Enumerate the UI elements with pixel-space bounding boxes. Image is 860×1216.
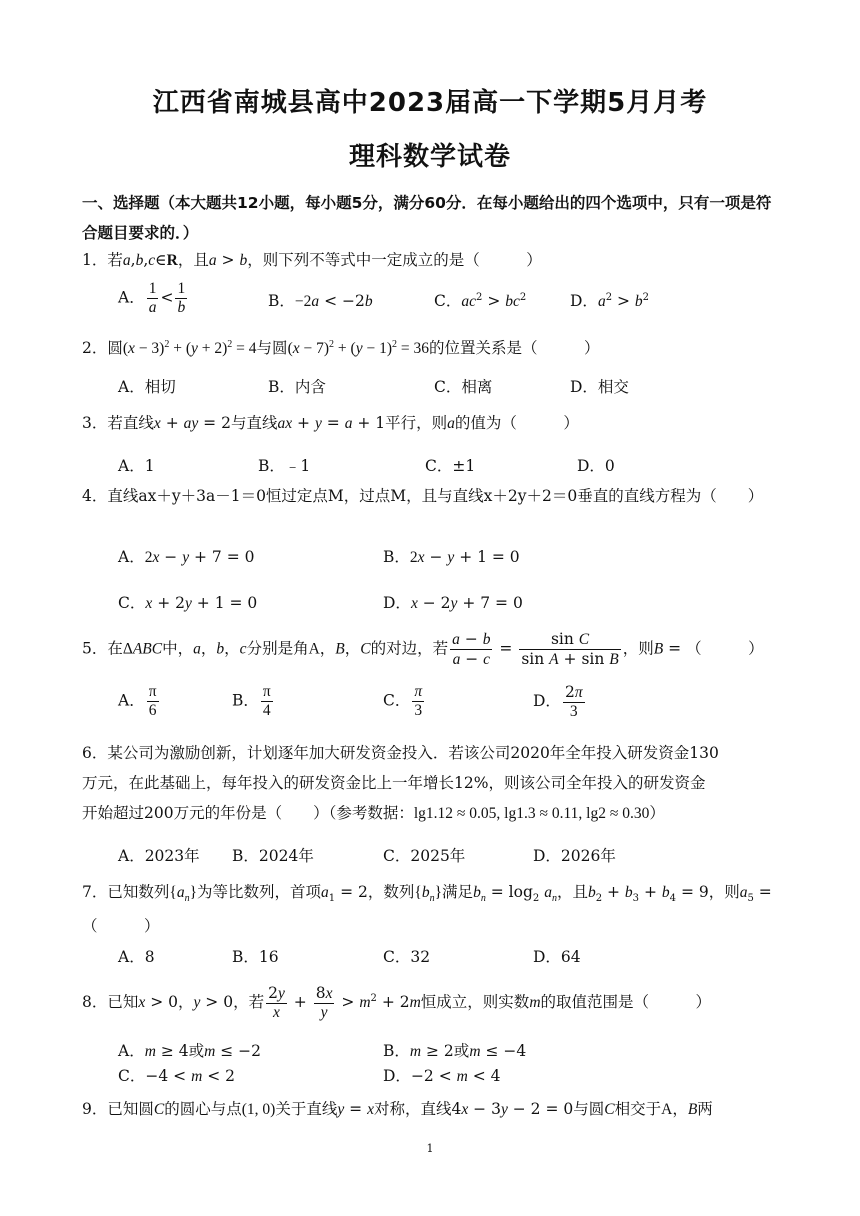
q7-option-a: A．8 bbox=[118, 948, 155, 966]
q6-option-b: B．2024年 bbox=[232, 847, 314, 865]
q5-option-b: B． $\frac{\pi}{4}$ bbox=[232, 683, 271, 719]
exam-title: 江西省南城县高中2023届高一下学期5月月考 bbox=[152, 88, 708, 118]
q8-option-c: C．−4 < m < 2 bbox=[118, 1067, 235, 1085]
question-4: 4．直线ax＋y＋3a－1＝0恒过定点M，过点M，且与直线x＋2y＋2＝0垂直的直线方程为（ ） bbox=[82, 487, 764, 505]
q8-option-a: A．m ≥ 4或m ≤ −2 bbox=[118, 1042, 262, 1060]
q1-option-a: A． $\frac{1}{a}$ < $\frac{1}{b}$ bbox=[118, 280, 186, 316]
q2-option-c: C．相离 bbox=[434, 378, 493, 396]
q4-option-b: B．2x − y + 1 = 0 bbox=[383, 548, 520, 566]
q6-option-a: A．2023年 bbox=[118, 847, 200, 865]
q6-option-c: C．2025年 bbox=[383, 847, 466, 865]
q5-option-c: C． $\frac{\pi}{3}$ bbox=[383, 683, 423, 719]
q8-option-d: D．−2 < m < 4 bbox=[383, 1067, 501, 1085]
question-6-line-2: 万元，在此基础上，每年投入的研发资金比上一年增长12%，则该公司全年投入的研发资金 bbox=[82, 774, 706, 792]
q5-option-a: A． $\frac{\pi}{6}$ bbox=[118, 683, 157, 719]
exam-subtitle: 理科数学试卷 bbox=[348, 142, 511, 172]
q4-option-d: D．x − 2y + 7 = 0 bbox=[383, 594, 523, 612]
q8-option-b: B．m ≥ 2或m ≤ −4 bbox=[383, 1042, 527, 1060]
question-5: 5．在ΔABC中，a，b，c分别是角A，B，C的对边，若 $\frac{a - b}{a - c}$ = $\frac{\text{sin C}}{\text{sin A + sin B}}$ ，则B = （ ） bbox=[82, 630, 764, 668]
question-7-paren: （ ） bbox=[82, 917, 160, 935]
q5-option-d: D． $\frac{2\pi}{3}$ bbox=[533, 683, 583, 720]
q7-option-d: D．64 bbox=[533, 948, 581, 966]
q2-option-d: D．相交 bbox=[570, 378, 629, 396]
q2-option-a: A．相切 bbox=[118, 378, 176, 396]
q3-option-a: A．1 bbox=[118, 457, 155, 475]
q4-option-a: A．2x − y + 7 = 0 bbox=[118, 548, 255, 566]
q7-option-c: C．32 bbox=[383, 948, 431, 966]
question-6-line-3: 开始超过200万元的年份是（ ）（参考数据：lg1.12 ≈ 0.05, lg1.3 ≈ 0.11, lg2 ≈ 0.30） bbox=[82, 804, 665, 822]
q4-option-c: C．x + 2y + 1 = 0 bbox=[118, 594, 258, 612]
q1-option-b: B．−2a < −2b bbox=[268, 292, 373, 310]
question-6-line-1: 6．某公司为激励创新，计划逐年加大研发资金投入．若该公司2020年全年投入研发资金130 bbox=[82, 744, 719, 762]
q3-option-b: B．﹣1 bbox=[258, 457, 311, 475]
q1-option-d: D．$a^2 > b^2$ bbox=[570, 291, 650, 310]
q6-option-d: D．2026年 bbox=[533, 847, 616, 865]
section-heading: 一、选择题（本大题共12小题，每小题5分，满分60分．在每小题给出的四个选项中，只有一项是符合题目要求的．） bbox=[82, 194, 772, 242]
page-number: 1 bbox=[426, 1142, 434, 1155]
question-9: 9．已知圆C的圆心与点(1, 0)关于直线y = x对称，直线4x − 3y − 2 = 0与圆C相交于A，B两 bbox=[82, 1100, 713, 1118]
q1-option-c: C．$ac^2 > bc^2$ bbox=[434, 291, 527, 310]
question-3: 3．若直线x + ay = 2与直线ax + y = a + 1平行，则a的值为（ ） bbox=[82, 414, 579, 432]
question-1: 1．若a,b,c∈R，且a > b，则下列不等式中一定成立的是（ ） bbox=[82, 251, 542, 269]
q3-option-c: C．±1 bbox=[425, 457, 476, 475]
q2-option-b: B．内含 bbox=[268, 378, 326, 396]
question-2: 2．圆$(x - 3)^2 + (y + 2)^2 = 4$与圆$(x - 7)^2 + (y - 1)^2 = 36$的位置关系是（ ） bbox=[82, 339, 600, 358]
q7-option-b: B．16 bbox=[232, 948, 279, 966]
question-8: 8．已知x > 0，y > 0，若 $\frac{2y}{x}$ + $\frac{8x}{y}$ > $m^2 + 2m$恒成立，则实数m的取值范围是（ ） bbox=[82, 984, 712, 1022]
q3-option-d: D．0 bbox=[577, 457, 615, 475]
question-7: 7．已知数列$\{a_n\}$为等比数列，首项$a_1 = 2$，数列$\{b_n\}$满足$b_n = \log_2 a_n$，且$b_2 + b_3 + b_4 = 9$，则$a_5$ = bbox=[82, 883, 772, 905]
